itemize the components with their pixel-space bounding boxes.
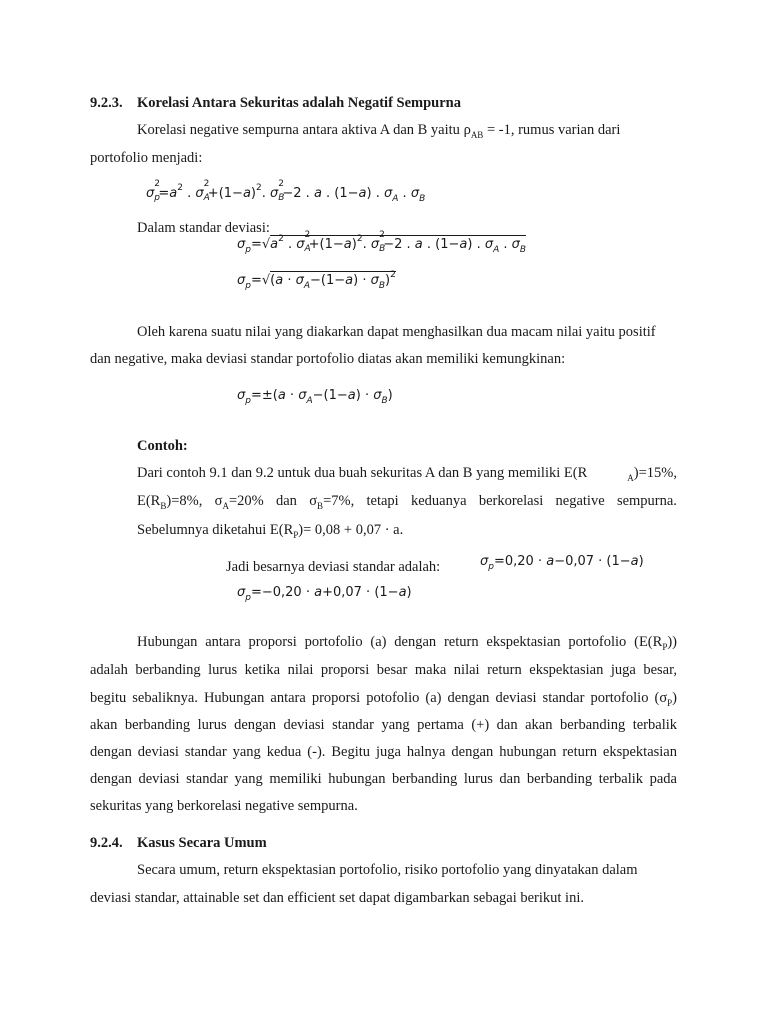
section-title-923: Korelasi Antara Sekuritas adalah Negatif Sempurna bbox=[137, 95, 461, 111]
para2-line1: Hubungan antara proporsi portofolio (a) dengan return ekspektasian portofolio $(E(R_P))$ bbox=[137, 634, 677, 652]
intro-line-2: portofolio menjadi: bbox=[90, 150, 203, 166]
example-line3: Sebelumnya diketahui $E(R_P)= 0,08 + 0,07 \cdot a$. bbox=[137, 522, 404, 540]
variance-formula: σ 2 p $=a^2$ . σ 2 A $+(1-a)^2$. σ 2 B −2 . a . (1−a) . $\sigma_A$ . $\sigma_B$ bbox=[146, 179, 426, 204]
para1-line1: Oleh karena suatu nilai yang diakarkan dapat menghasilkan dua macam nilai yaitu positif bbox=[137, 324, 656, 340]
para2-line2: adalah berbanding lurus ketika nilai proporsi besar maka nilai return ekspektasian juga besar, bbox=[90, 662, 677, 678]
para2-line6: dengan deviasi standar yang memiliki hubungan berbanding lurus dan berbanding terbalik pada bbox=[90, 771, 677, 787]
section-title-924: Kasus Secara Umum bbox=[137, 835, 267, 851]
section2-line2: deviasi standar, attainable set dan efficient set dapat digambarkan sebagai berikut ini. bbox=[90, 890, 584, 906]
std-dev-formula-square: $\sigma_p=√(a \cdot \sigma_A-(1-a) \cdot \sigma_B)^2$ bbox=[237, 270, 396, 291]
para2-line5: dengan deviasi standar yang kedua (-). Begitu juga halnya dengan hubungan return ekspektasian bbox=[90, 744, 677, 760]
example-formula-positive: $\sigma_p=0,20 \cdot a-0,07 \cdot (1-a)$ bbox=[480, 554, 644, 572]
example-line1: Dari contoh 9.1 dan 9.2 untuk dua buah sekuritas A dan B yang memiliki E(R $_A$)=15%, bbox=[137, 465, 677, 483]
example-line2: $E(R_B)=8\%$, $\sigma_A=20\%$ dan $\sigma_B=7\%$, tetapi keduanya berkorelasi negative sempurna. bbox=[137, 493, 677, 511]
section2-line1: Secara umum, return ekspektasian portofolio, risiko portofolio yang dinyatakan dalam bbox=[137, 862, 638, 878]
example-heading: Contoh: bbox=[137, 438, 188, 454]
plus-minus-formula: $\sigma_p=\pm(a \cdot \sigma_A-(1-a) \cdot \sigma_B)$ bbox=[237, 388, 393, 406]
std-dev-label: Dalam standar deviasi: bbox=[137, 220, 270, 236]
jadi-label: Jadi besarnya deviasi standar adalah: bbox=[226, 559, 441, 575]
section-number-923: 9.2.3. bbox=[90, 95, 123, 111]
intro-line-1: Korelasi negative sempurna antara aktiva A dan B yaitu $\rho_{AB} = -1$, rumus varian dari bbox=[137, 122, 621, 140]
para2-line3: begitu sebaliknya. Hubungan antara proporsi potofolio (a) dengan deviasi standar portofolio $(\sigma_P)$ bbox=[90, 690, 677, 708]
para2-line7: sekuritas yang berkorelasi negative sempurna. bbox=[90, 798, 358, 814]
para2-line4: akan berbanding lurus dengan deviasi standar yang pertama (+) dan akan berbanding terbalik bbox=[90, 717, 677, 733]
section-number-924: 9.2.4. bbox=[90, 835, 123, 851]
para1-line2: dan negative, maka deviasi standar portofolio diatas akan memiliki kemungkinan: bbox=[90, 351, 566, 367]
example-formula-negative: $\sigma_p=-0,20 \cdot a+0,07 \cdot (1-a)$ bbox=[237, 585, 412, 603]
std-dev-formula-sqrt: $\sigma_p=√a^2$ . σ 2 A $+(1-a)^2$. σ 2 B −2 . a . (1−a) . $\sigma_A$ . $\sigma_B$ bbox=[237, 230, 527, 255]
